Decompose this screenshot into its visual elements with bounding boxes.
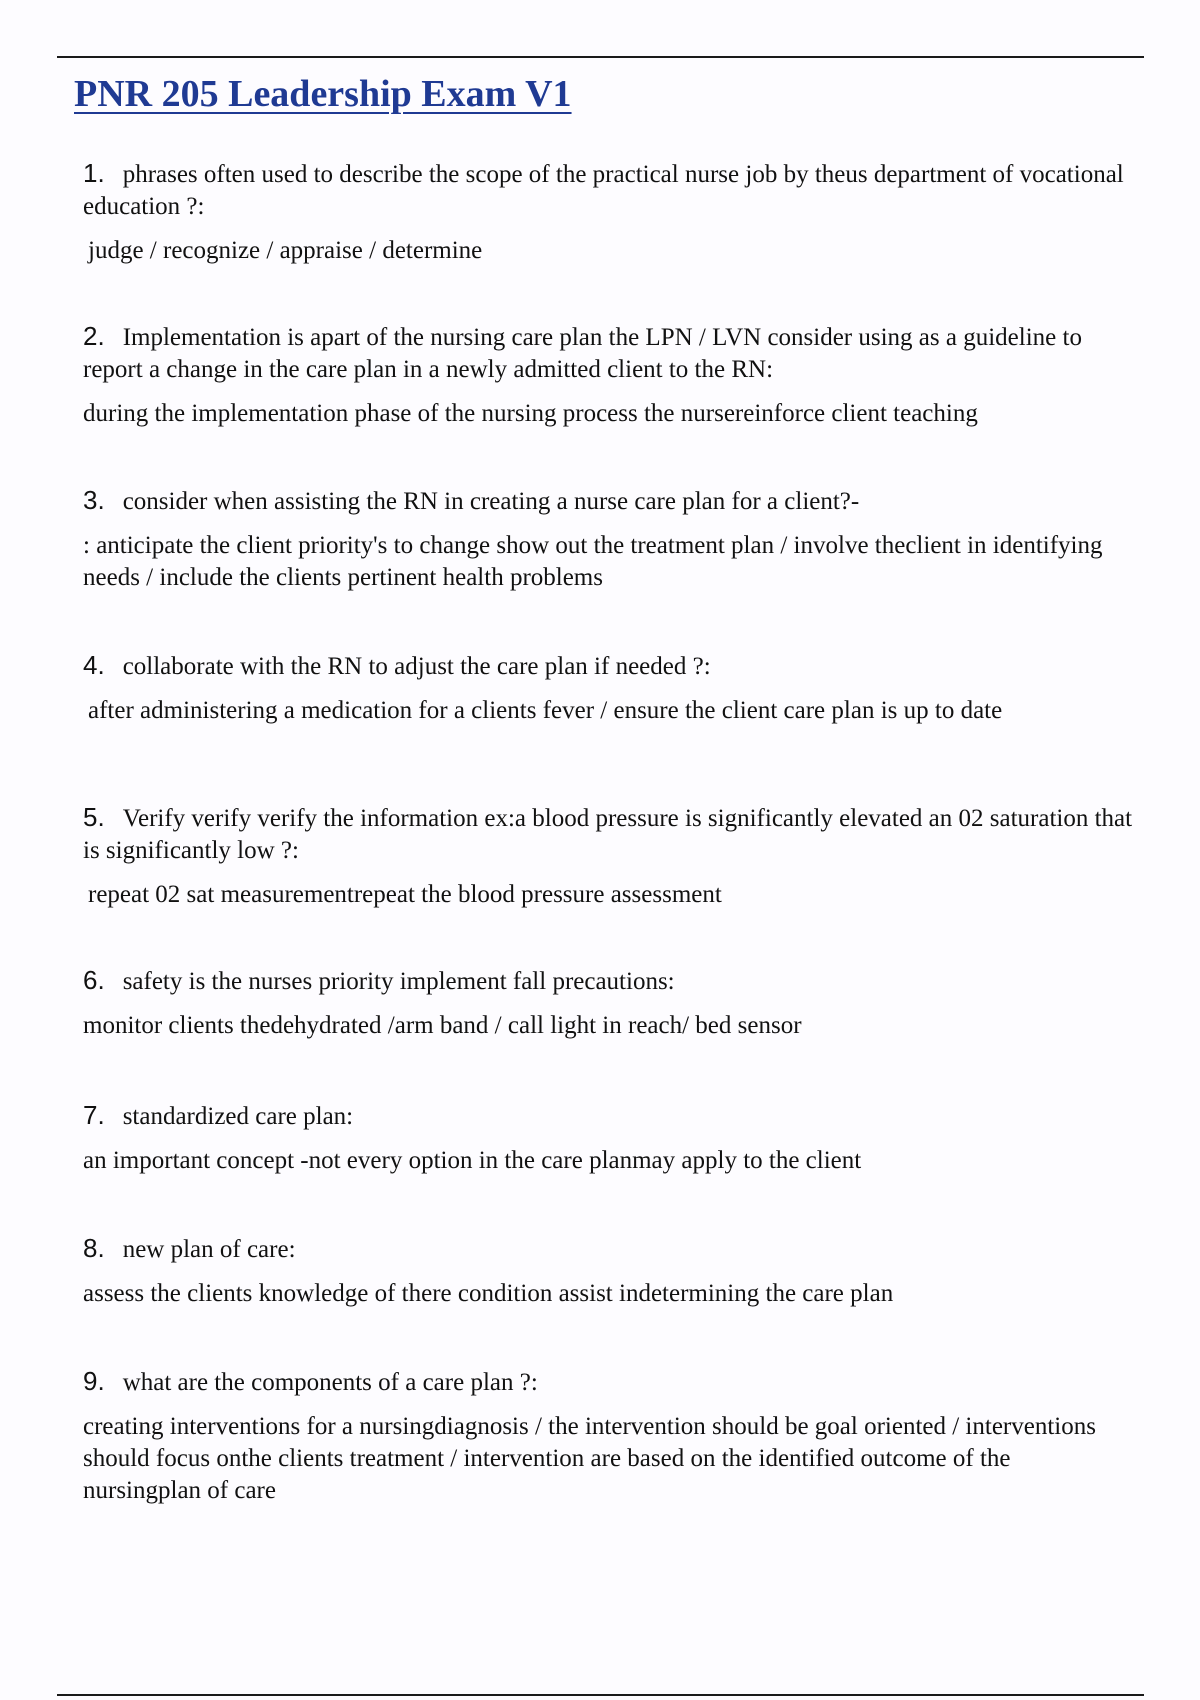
top-rule xyxy=(57,56,1144,58)
question-text: phrases often used to describe the scope of the practical nurse job by theus department of vocational education ?: xyxy=(83,161,1124,220)
question-number: 5. xyxy=(83,802,105,832)
qa-item-9 xyxy=(83,1365,1133,1507)
question-number: 1. xyxy=(83,158,105,188)
question-text: standardized care plan: xyxy=(122,1103,354,1130)
question-7 xyxy=(83,1099,1133,1133)
answer-6: monitor clients thedehydrated /arm band / call light in reach/ bed sensor xyxy=(83,1012,802,1039)
qa-item-5 xyxy=(83,801,1133,911)
page-title: PNR 205 Leadership Exam V1 xyxy=(74,73,572,115)
question-text: Implementation is apart of the nursing care plan the LPN / LVN consider using as a guideline to report a change in the care plan in a newly admitted client to the RN: xyxy=(83,324,1082,383)
question-2 xyxy=(83,320,1133,386)
qa-item-7 xyxy=(83,1099,1133,1177)
question-number: 8. xyxy=(83,1233,105,1263)
question-text: Verify verify verify the information ex:a blood pressure is significantly elevated an 02 saturation that is significantly low ?: xyxy=(83,805,1133,864)
question-9 xyxy=(83,1365,1133,1399)
qa-item-4 xyxy=(83,649,1133,727)
question-4 xyxy=(83,649,1133,683)
question-text: consider when assisting the RN in creating a nurse care plan for a client?- xyxy=(122,488,860,515)
qa-item-6 xyxy=(83,964,1133,1042)
answer-1: judge / recognize / appraise / determine xyxy=(88,237,483,264)
question-3 xyxy=(83,484,1133,518)
question-number: 4. xyxy=(83,650,105,680)
question-text: new plan of care: xyxy=(122,1236,296,1263)
question-number: 9. xyxy=(83,1366,105,1396)
question-1 xyxy=(83,157,1133,223)
qa-item-2 xyxy=(83,320,1133,430)
qa-item-1 xyxy=(83,157,1133,267)
answer-8: assess the clients knowledge of there condition assist indetermining the care plan xyxy=(83,1280,894,1307)
answer-2: during the implementation phase of the nursing process the nursereinforce client teaching xyxy=(83,400,978,427)
qa-item-8 xyxy=(83,1232,1133,1310)
question-text: what are the components of a care plan ?: xyxy=(122,1369,538,1396)
question-6 xyxy=(83,964,1133,998)
question-number: 2. xyxy=(83,321,105,351)
question-number: 7. xyxy=(83,1100,105,1130)
answer-4: after administering a medication for a clients fever / ensure the client care plan is up to date xyxy=(88,697,1003,724)
question-text: collaborate with the RN to adjust the care plan if needed ?: xyxy=(122,653,711,680)
qa-item-3 xyxy=(83,484,1133,594)
question-8 xyxy=(83,1232,1133,1266)
question-text: safety is the nurses priority implement fall precautions: xyxy=(122,968,675,995)
bottom-rule xyxy=(57,1694,1144,1696)
answer-3: : anticipate the client priority's to change show out the treatment plan / involve theclient in identifying needs / include the clients pertinent health problems xyxy=(83,532,1103,591)
answer-7: an important concept -not every option in the care planmay apply to the client xyxy=(83,1147,862,1174)
answer-9: creating interventions for a nursingdiagnosis / the intervention should be goal oriented / interventions should focus onthe clients treatment / intervention are based on the identified outcome of the nursingplan of care xyxy=(83,1413,1096,1504)
question-number: 3. xyxy=(83,485,105,515)
question-number: 6. xyxy=(83,965,105,995)
question-5 xyxy=(83,801,1133,867)
answer-5: repeat 02 sat measurementrepeat the blood pressure assessment xyxy=(88,881,722,908)
